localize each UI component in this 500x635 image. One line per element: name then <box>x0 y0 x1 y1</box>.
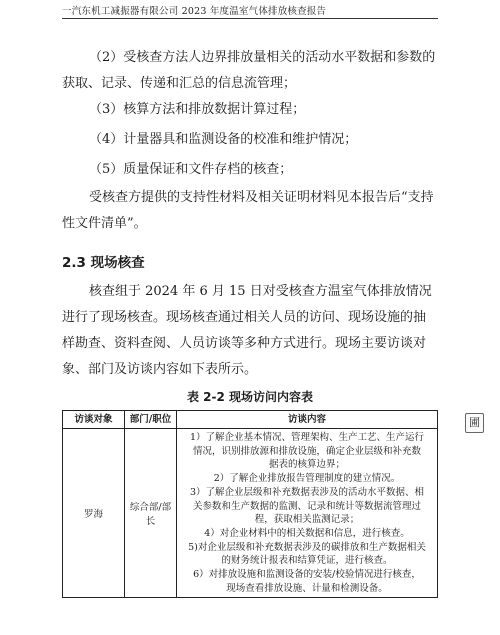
cell-interviewee: 罗海 <box>63 429 125 598</box>
content-line: 1）了解企业基本情况、管理架构、生产工艺、生产运行 <box>189 432 425 443</box>
content-line: 6）对排放设施和监测设备的安装/校验情况进行核查， <box>193 569 421 581</box>
cell-content <box>177 429 438 598</box>
table-tool-icon[interactable]: 圃 <box>465 413 484 433</box>
header-content: 访谈内容 <box>177 411 438 429</box>
content-line: 3）了解企业层级和补充数据表涉及的活动水平数据、相 <box>189 486 425 498</box>
section-title: 2.3 现场核查 <box>62 255 145 271</box>
header-divider <box>62 18 438 19</box>
header-dept: 部门/职位 <box>125 411 177 429</box>
paragraph-supporting-materials: 受核查方提供的支持性材料及相关证明材料见本报告后“支持性文件清单”。 <box>62 190 434 231</box>
cell-dept: 综合部/部长 <box>125 429 177 598</box>
content-line: 情况，识别排放源和排放设施，确定企业层级和补充数 <box>192 445 421 457</box>
content-line: 现场查看排放设施、计量和检测设备。 <box>226 582 388 594</box>
table-header-row <box>63 411 438 429</box>
content-line: 关参数和生产数据的监测、记录和统计等数据流管理过 <box>192 500 421 512</box>
visit-content-table <box>62 410 438 598</box>
paragraph-item-4: （4）计量器具和监测设备的校准和维护情况； <box>89 132 358 147</box>
paragraph-item-2: （2）受核查方法人边界排放量相关的活动水平数据和参数的获取、记录、传递和汇总的信息流管理； <box>62 50 436 91</box>
header-interviewee: 访谈对象 <box>63 411 125 429</box>
paragraph-item-3: （3）核算方法和排放数据计算过程； <box>89 102 306 117</box>
content-line: 2）了解企业排放报告管理制度的建立情况。 <box>213 473 401 485</box>
content-line: 程，获取相关监测记录； <box>254 514 360 526</box>
content-line: 的财务统计报表和结算凭证，进行核查。 <box>221 555 393 567</box>
table-row <box>63 429 438 598</box>
table-caption: 表 2-2 现场访问内容表 <box>186 390 314 404</box>
paragraph-item-5: （5）质量保证和文件存档的核查； <box>89 162 293 177</box>
intro-paragraph: 核查组于 2024 年 6 月 15 日对受核查方温室气体排放情况进行了现场核查。现场核查通过相关人员的访问、现场设施的抽样勘查、资料查阅、人员访谈等多种方式进行。现场主要访谈对象、部门及访谈内容如下表所示。 <box>62 284 432 377</box>
report-header: 一汽东机工减振器有限公司 2023 年度温室气体排放核查报告 <box>62 6 327 17</box>
content-line: 4）对企业材料中的相关数据和信息，进行核查。 <box>204 527 410 539</box>
content-line: 据表的核算边界； <box>268 459 345 471</box>
content-line: 5)对企业层级和补充数据表涉及的碳排放和生产数据相关 <box>188 541 426 553</box>
